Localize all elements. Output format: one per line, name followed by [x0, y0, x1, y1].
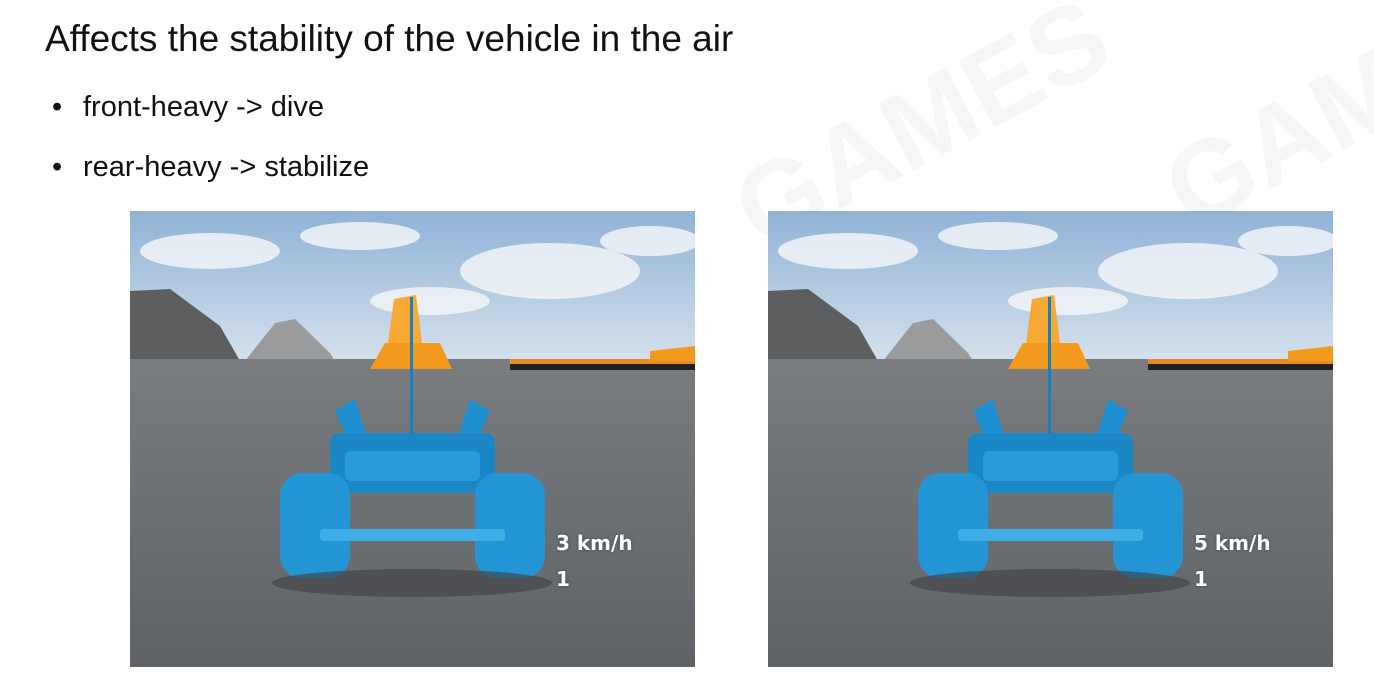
bullet-text: front-heavy -> dive	[83, 91, 324, 123]
bullet-item	[48, 144, 369, 204]
game-scene	[768, 211, 1333, 667]
gear-readout: 1	[1194, 567, 1208, 591]
bullet-list	[48, 84, 369, 204]
game-scene	[130, 211, 695, 667]
vehicle-screenshot-front-heavy	[130, 211, 695, 667]
bullet-item	[48, 84, 369, 144]
bullet-icon: •	[52, 91, 63, 123]
vehicle-shadow	[910, 569, 1190, 597]
slide-title: Affects the stability of the vehicle in the air	[45, 18, 734, 59]
vehicle-screenshot-rear-heavy	[768, 211, 1333, 667]
bullet-icon: •	[52, 151, 63, 183]
bullet-text: rear-heavy -> stabilize	[83, 151, 370, 183]
gear-readout: 1	[556, 567, 570, 591]
vehicle-shadow	[272, 569, 552, 597]
speed-readout: 3 km/h	[556, 531, 633, 555]
speed-readout: 5 km/h	[1194, 531, 1271, 555]
